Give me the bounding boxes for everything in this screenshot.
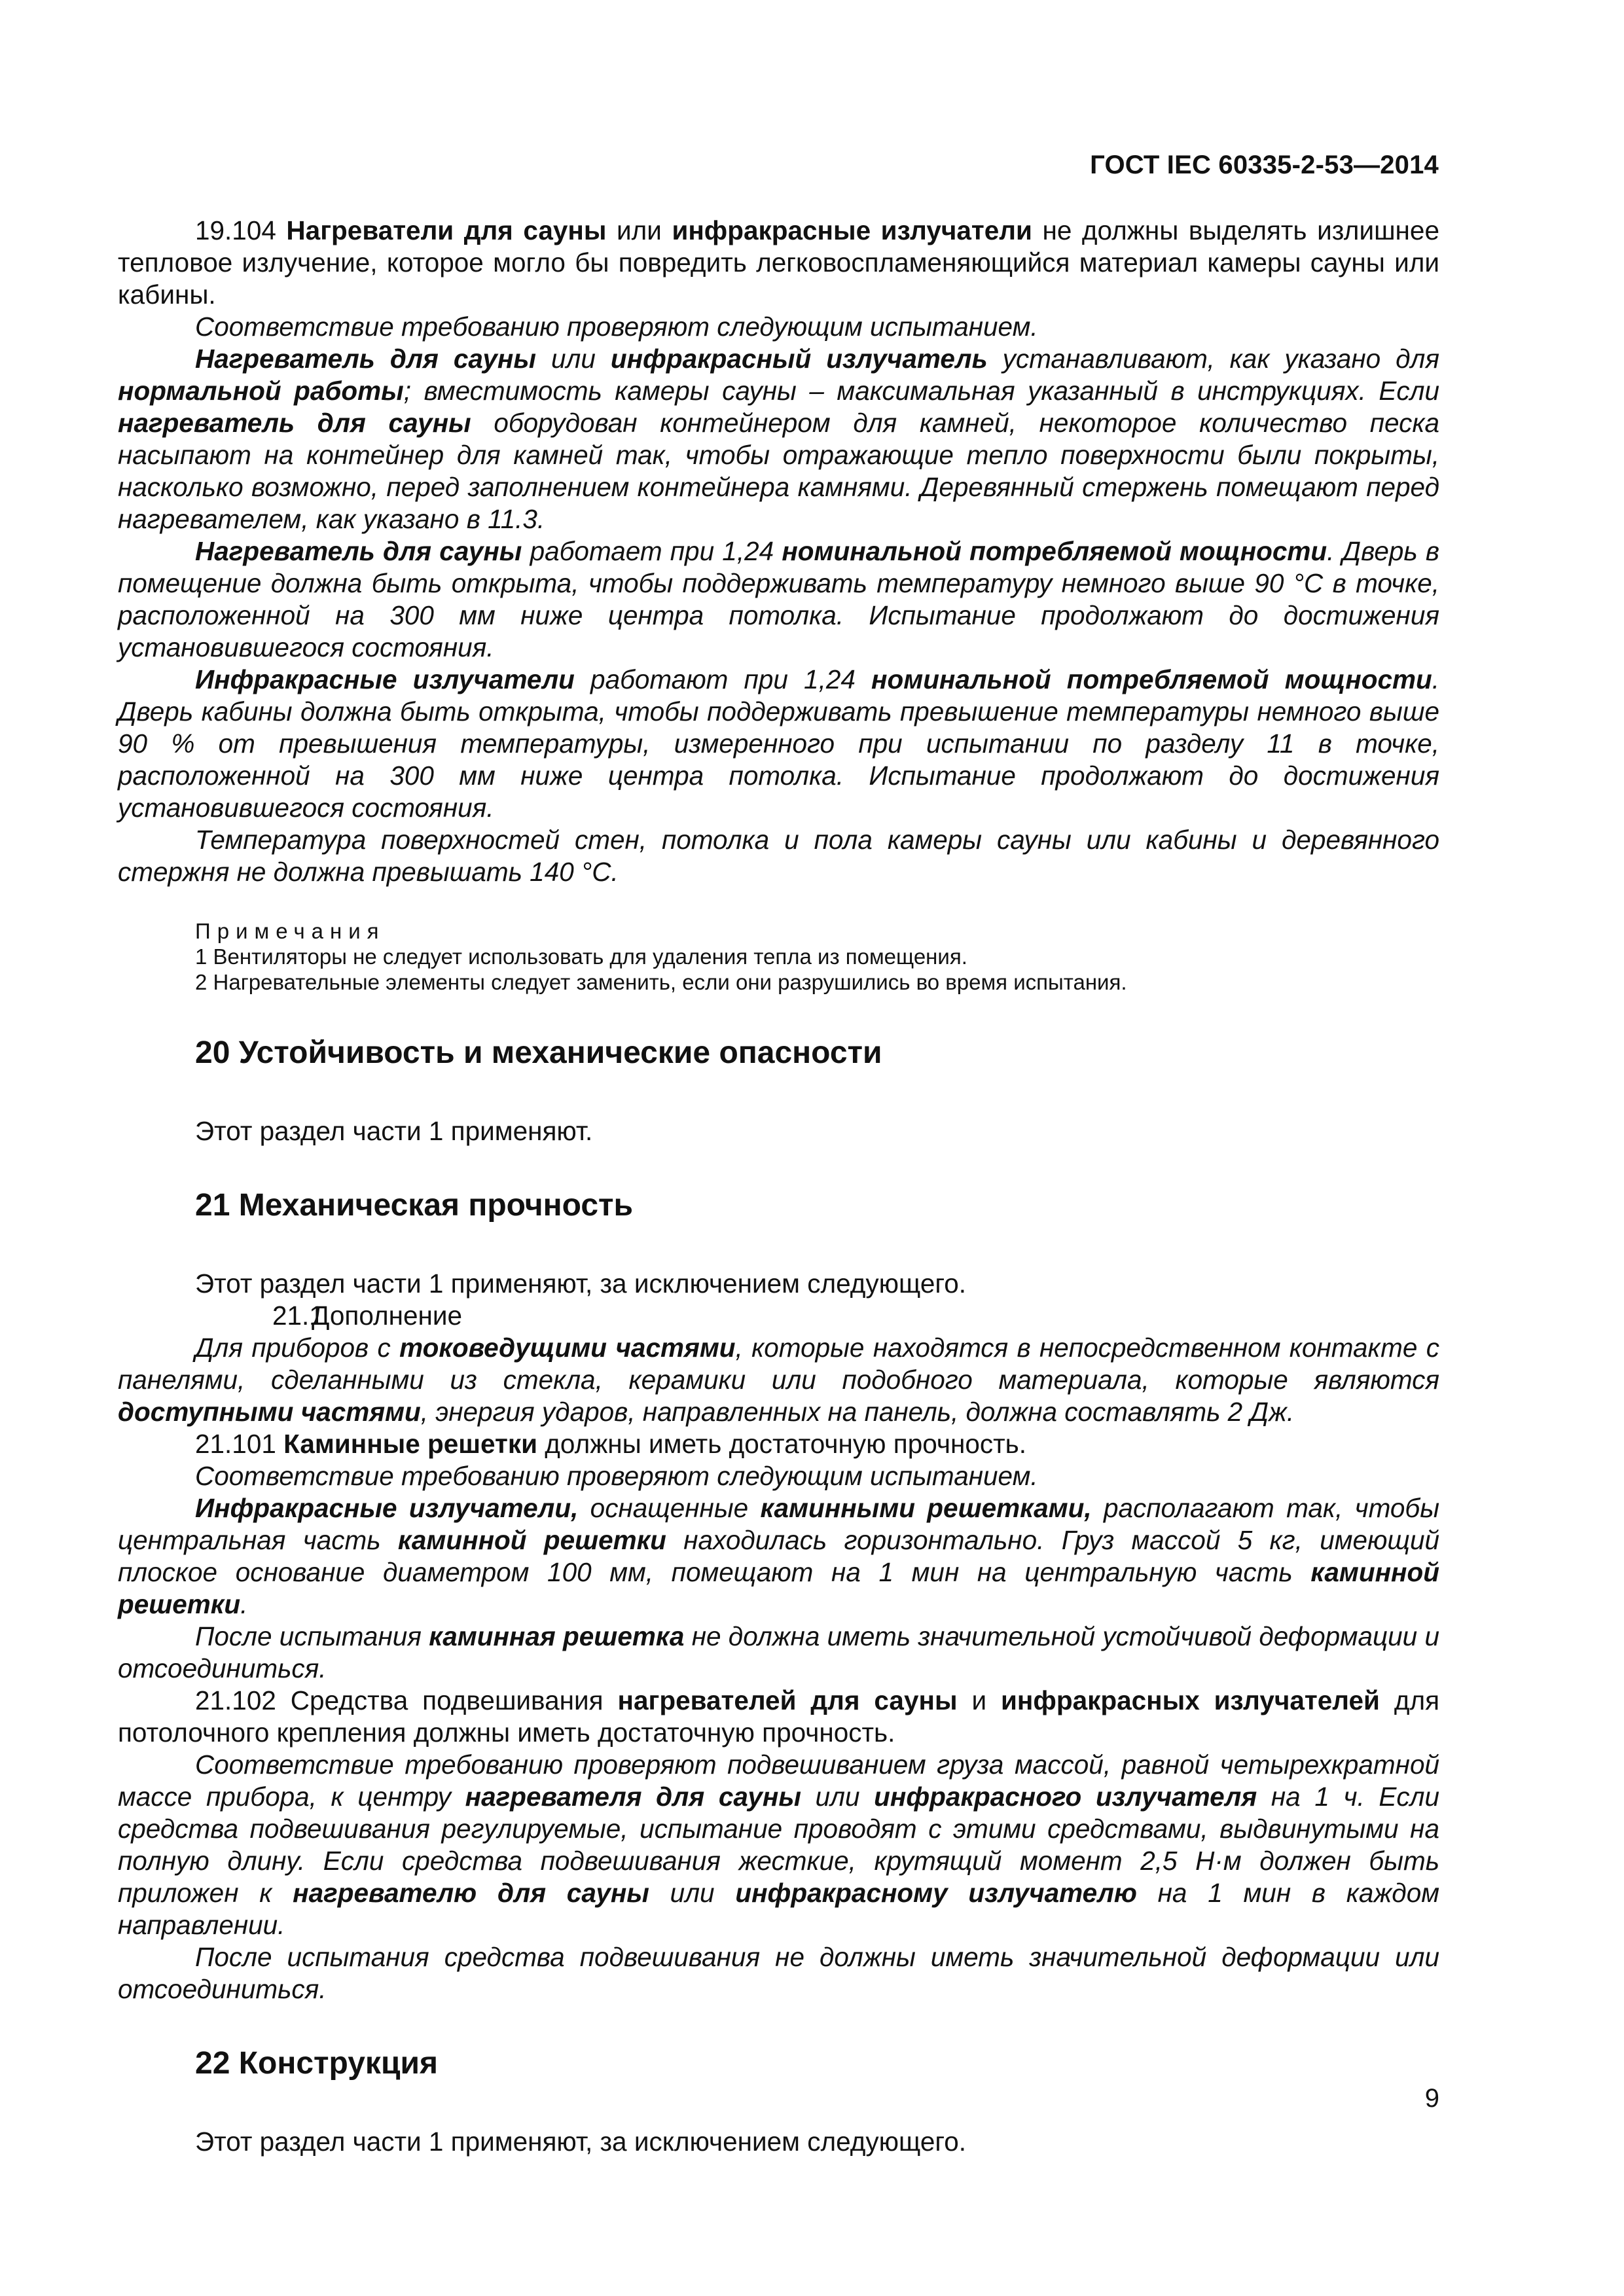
suspension-result-paragraph: После испытания средства подвешивания не должны иметь значительной деформации или отсоединиться. (118, 1942, 1439, 2004)
fireguard-result-paragraph: После испытания каминная решетка не должна иметь значительной устойчивой деформации и отсоединиться. (118, 1621, 1440, 1683)
infrared-emitter-test-paragraph: Инфракрасные излучатели работают при 1,24 номинальной потребляемой мощности. Дверь кабины должна быть открыта, чтобы поддерживать превышение температуры немного выше 90 % от превышения температуры, измеренного при испытании по разделу 11 в точке, расположенной на 300 мм ниже центра потолка. Испытание продолжают до достижения установившегося состояния. (118, 664, 1440, 823)
document-header: ГОСТ IEC 60335-2-53—2014 (1090, 151, 1439, 179)
live-parts-paragraph: Для приборов с токоведущими частями, которые находятся в непосредственном контакте с панелями, сделанными из стекла, керамики или подобного материала, которые являются доступными частями, энергия ударов, направленных на панель, должна составлять 2 Дж. (118, 1333, 1439, 1427)
subsection-label: Дополнение (312, 1300, 463, 1331)
section-heading-20: 20 Устойчивость и механические опасности (195, 1035, 882, 1070)
document-body (118, 215, 1439, 2158)
suspension-test-paragraph: Соответствие требованию проверяют подвешиванием груза массой, равной четырехкратной массе прибора, к центру нагревателя для сауны или инфракрасного излучателя на 1 ч. Если средства подвешивания регулируемые, испытание проводят с этими средствами, выдвинутыми на полную длину. Если средства подвешивания жесткие, крутящий момент 2,5 Н·м должен быть приложен к нагревателю для сауны или инфракрасному излучателю на 1 мин в каждом направлении. (118, 1749, 1439, 1940)
note-item: 2 Нагревательные элементы следует заменить, если они разрушились во время испытания. (195, 970, 1127, 994)
compliance-statement: Соответствие требованию проверяют следующим испытанием. (195, 312, 1038, 342)
section-21-intro: Этот раздел части 1 применяют, за исключением следующего. (195, 1268, 967, 1299)
subsection-21-1 (118, 1300, 1439, 1332)
temperature-limit-paragraph: Температура поверхностей стен, потолка и пола камеры сауны или кабины и деревянного стержня не должна превышать 140 °С. (118, 825, 1439, 887)
section-heading-22: 22 Конструкция (195, 2046, 438, 2081)
paragraph-19-104: 19.104 Нагреватели для сауны или инфракрасные излучатели не должны выделять излишнее тепловое излучение, которое могло бы повредить легковоспламеняющийся материал камеры сауны или кабины. (118, 215, 1439, 310)
notes-heading: Примечания (195, 919, 386, 943)
notes-block (118, 918, 1439, 995)
paragraph-21-101: 21.101 Каминные решетки должны иметь достаточную прочность. (195, 1429, 1027, 1459)
subsection-number: 21.1 (272, 1300, 324, 1331)
page-number: 9 (1424, 2084, 1439, 2113)
test-setup-paragraph: Нагреватель для сауны или инфракрасный излучатель устанавливают, как указано для нормальной работы; вместимость камеры сауны – максимальная указанный в инструкциях. Если нагреватель для сауны оборудован контейнером для камней, некоторое количество песка насыпают на контейнер для камней так, чтобы отражающие тепло поверхности были покрыты, насколько возможно, перед заполнением контейнера камнями. Деревянный стержень помещают перед нагревателем, как указано в 11.3. (118, 344, 1440, 534)
compliance-statement: Соответствие требованию проверяют следующим испытанием. (195, 1461, 1038, 1491)
paragraph-21-102: 21.102 Средства подвешивания нагревателей для сауны и инфракрасных излучателей для потолочного крепления должны иметь достаточную прочность. (118, 1685, 1440, 1748)
section-22-text: Этот раздел части 1 применяют, за исключением следующего. (195, 2126, 967, 2157)
fireguard-test-paragraph: Инфракрасные излучатели, оснащенные каминными решетками, располагают так, чтобы центральная часть каминной решетки находилась горизонтально. Груз массой 5 кг, имеющий плоское основание диаметром 100 мм, помещают на 1 мин на центральную часть каминной решетки. (118, 1493, 1440, 1619)
section-20-text: Этот раздел части 1 применяют. (195, 1116, 593, 1146)
sauna-heater-test-paragraph: Нагреватель для сауны работает при 1,24 номинальной потребляемой мощности. Дверь в помещение должна быть открыта, чтобы поддерживать температуру немного выше 90 °С в точке, расположенной на 300 мм ниже центра потолка. Испытание продолжают до достижения установившегося состояния. (118, 536, 1440, 662)
note-item: 1 Вентиляторы не следует использовать для удаления тепла из помещения. (195, 944, 967, 969)
section-heading-21: 21 Механическая прочность (195, 1188, 634, 1223)
